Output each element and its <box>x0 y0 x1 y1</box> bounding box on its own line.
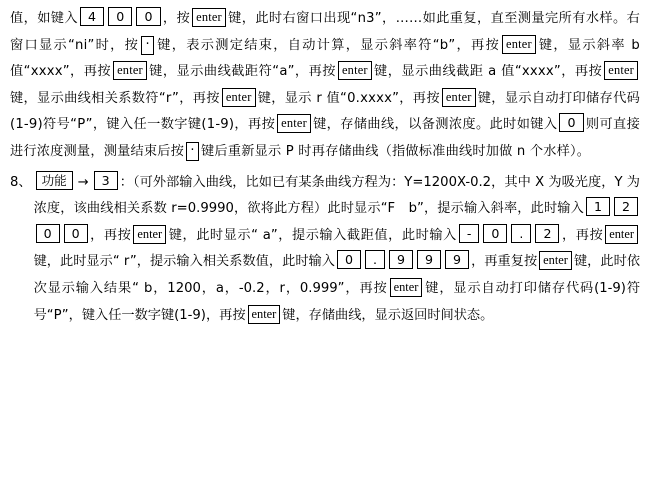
key-cap-dot: · <box>141 36 154 55</box>
key-cap-enter: enter <box>442 88 476 107</box>
key-cap-1: 1 <box>586 197 610 216</box>
text-segment: 键，表示测定结束，自动计算，显示斜率符“b”，再按 <box>156 37 501 53</box>
key-cap-0: 0 <box>483 224 507 243</box>
key-cap-enter: enter <box>338 61 372 80</box>
key-cap-function: 功能 <box>36 171 73 190</box>
key-cap-enter: enter <box>604 61 638 80</box>
key-cap-enter: enter <box>539 251 572 270</box>
key-cap-2: 2 <box>535 224 559 243</box>
text-segment: 键，显示 r 值“0.xxxx”，再按 <box>257 90 440 106</box>
text-segment: ，再按 <box>89 227 132 243</box>
text-segment: ：（可外部输入曲线，比如已有某条曲线方程为：Y=1200X-0.2，其中 X 为吸光度，Y 为浓度，该曲线相关系数 r=0.9990，欲将此方程）此时显示“F b”，提示输入斜率，此时输入 <box>33 174 640 217</box>
list-item-8 <box>10 170 640 330</box>
text-segment: 键，显示曲线截距符“a”，再按 <box>148 64 336 80</box>
text-segment: 键，存储曲线，以备测浓度。此时如键入 <box>312 117 558 133</box>
text-segment: 键，存储曲线，显示返回时间状态。 <box>282 307 494 323</box>
key-cap-enter: enter <box>113 61 147 80</box>
key-cap-0: 0 <box>36 224 60 243</box>
key-cap-0: 0 <box>559 113 583 132</box>
text-segment: ，再按 <box>561 227 604 243</box>
key-cap-dot: . <box>365 250 385 269</box>
paragraph-continued <box>10 6 640 166</box>
key-cap-enter: enter <box>390 278 423 297</box>
text-segment: 键后重新显示 P 时再存储曲线（指做标准曲线时加做 n 个水样）。 <box>201 143 591 159</box>
text-segment: 则可直接进行浓度测量，测量结束后按 <box>10 117 640 159</box>
text-segment: 键，显示自动打印储存代码(1-9)符号“P”，键入任一数字键(1-9)，再按 <box>33 280 641 323</box>
text-segment: 键，显示曲线截距 a 值“xxxx”，再按 <box>373 64 603 80</box>
arrow-icon: → <box>77 174 89 190</box>
key-cap-9: 9 <box>417 250 441 269</box>
list-item-number: 8、 <box>10 174 32 190</box>
key-cap-enter: enter <box>605 225 638 244</box>
text-segment: ，再重复按 <box>471 254 538 270</box>
key-cap-0: 0 <box>108 7 132 26</box>
key-cap-enter: enter <box>502 35 536 54</box>
key-cap-2: 2 <box>614 197 638 216</box>
key-cap-0: 0 <box>337 250 361 269</box>
text-segment: 值，如键入 <box>10 11 79 26</box>
text-segment: 键，此时右窗口出现“n3”，……如此重复，直至测量完所有水样。右窗口显示“ni”时，按 <box>10 11 641 53</box>
key-cap-dot: . <box>511 224 531 243</box>
key-cap-0: 0 <box>64 224 88 243</box>
key-cap-enter: enter <box>248 305 281 324</box>
key-cap-9: 9 <box>445 250 469 269</box>
key-cap-enter: enter <box>133 225 166 244</box>
key-cap-3: 3 <box>94 171 118 190</box>
text-segment: 键，显示曲线相关系数符“r”，再按 <box>10 90 220 106</box>
text-segment: 键，显示自动打印储存代码(1-9)符号“P”，键入任一数字键(1-9)，再按 <box>10 90 640 133</box>
text-segment: 键，显示斜率 b 值“xxxx”，再按 <box>10 37 640 80</box>
key-cap-4: 4 <box>80 7 104 26</box>
key-cap-enter: enter <box>277 114 311 133</box>
key-cap-minus: - <box>459 224 480 243</box>
key-cap-enter: enter <box>222 88 256 107</box>
key-cap-9: 9 <box>389 250 413 269</box>
text-segment: 键，此时显示“ a”，提示输入截距值，此时输入 <box>168 227 457 243</box>
key-cap-0: 0 <box>136 7 160 26</box>
text-segment: 键，此时依次显示输入结果“ b，1200，a，-0.2，r，0.999”，再按 <box>33 254 641 296</box>
text-segment: 键，此时显示“ r”，提示输入相关系数值，此时输入 <box>33 254 335 270</box>
key-cap-dot: · <box>186 142 199 161</box>
text-segment: ，按 <box>162 11 191 26</box>
key-cap-enter: enter <box>192 8 226 27</box>
list-item-body <box>34 170 640 330</box>
